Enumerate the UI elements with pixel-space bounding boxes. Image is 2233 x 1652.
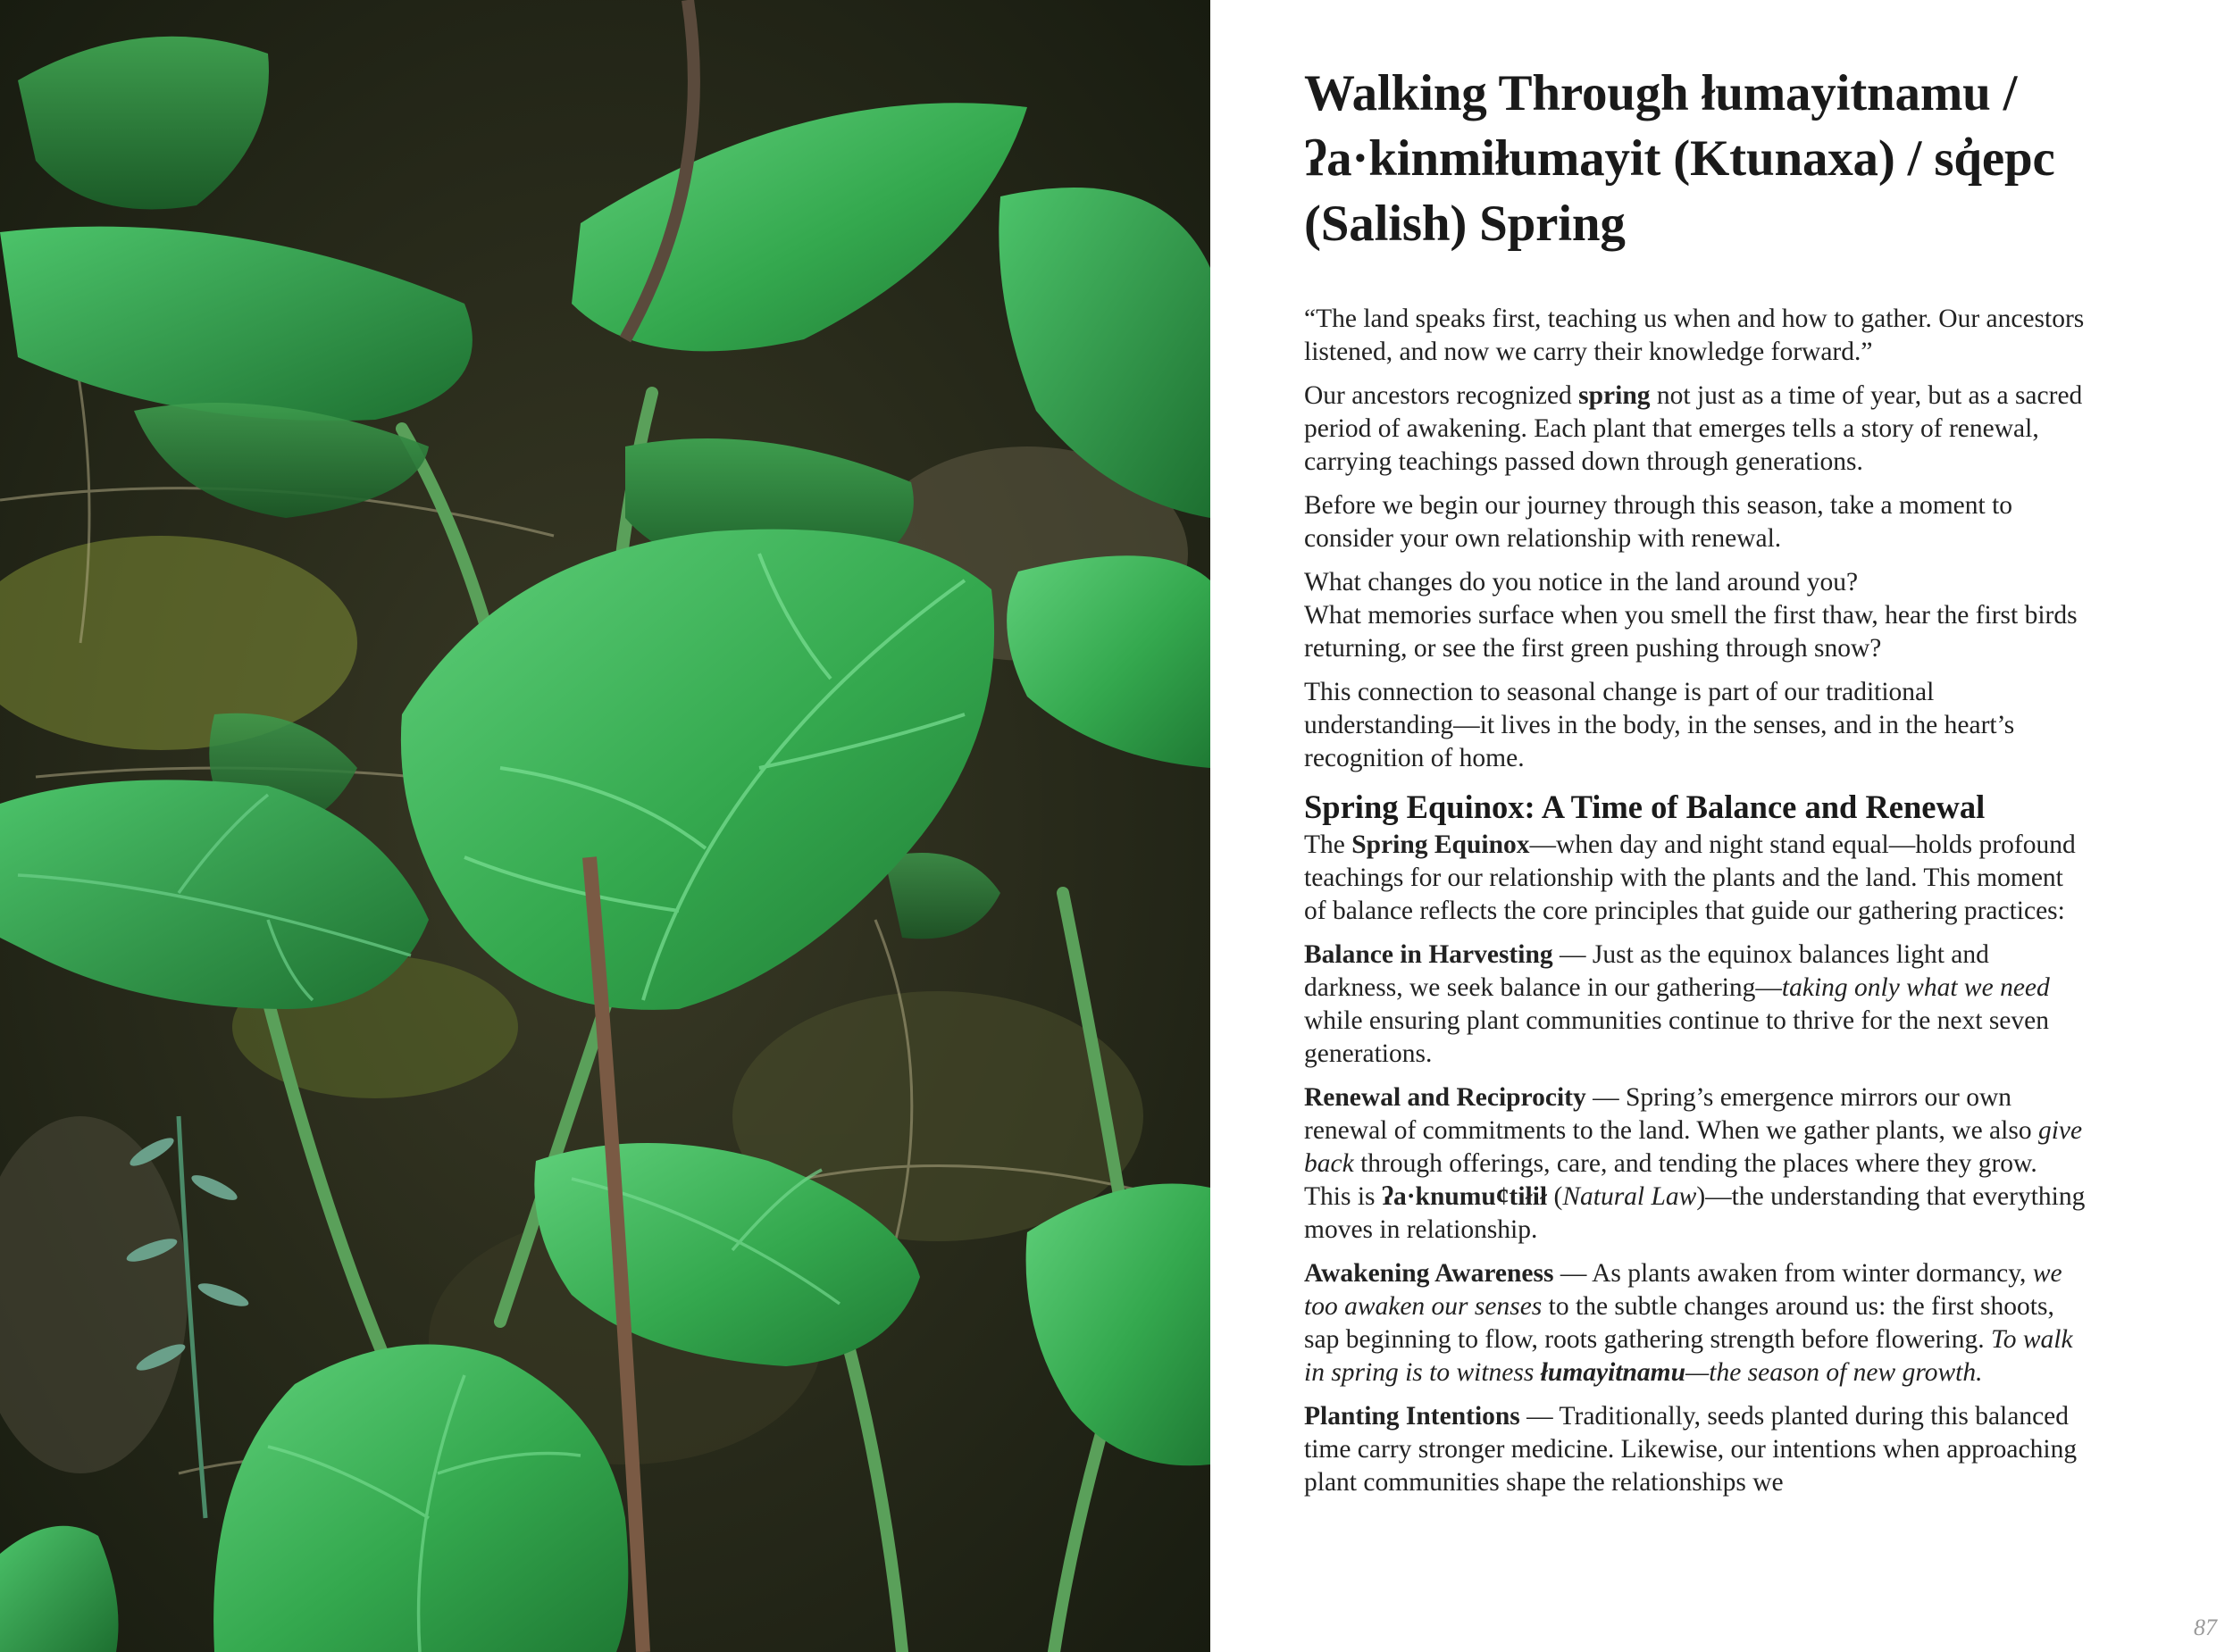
paragraph-equinox (1304, 829, 2086, 928)
term-planting: Planting Intentions (1304, 1402, 1520, 1431)
paragraph-text: Our ancestors recognized (1304, 381, 1579, 410)
text-column (1304, 61, 2086, 1510)
paragraph-text: not just as a time of year, but as a sacred period of awakening. Each plant that emerges tells a story of renewal, carrying teachings passed down through generations. (1304, 381, 2083, 476)
section-heading: Spring Equinox: A Time of Balance and Renewal (1304, 788, 1986, 825)
paragraph-questions (1304, 566, 2086, 665)
paragraph-text: while ensuring plant communities continue to thrive for the next seven generations. (1304, 1006, 2049, 1068)
page-title: Walking Through łumayitnamu / ʔa·kinmiłumayit (Ktunaxa) / sq̓epc (Salish) Spring (1304, 65, 2055, 252)
emphasis-text: To walk in spring is to witness (1304, 1325, 2073, 1387)
paragraph-balance (1304, 939, 2086, 1071)
paragraph-text: —when day and night stand equal—holds profound teachings for our relationship with the plants and the land. This moment of balance reflects the core principles that guide our gathering practices: (1304, 830, 2076, 925)
paragraph-text: — Just as the equinox balances light and darkness, we seek balance in our gathering— (1304, 940, 1989, 1002)
paragraph-connection: This connection to seasonal change is part of our traditional understanding—it lives in the body, in the senses, and in the heart’s recognition of home. (1304, 678, 2015, 772)
paragraph-renewal (1304, 1081, 2086, 1247)
intro-quote: “The land speaks first, teaching us when and how to gather. Our ancestors listened, and now we carry their knowledge forward.” (1304, 305, 2085, 366)
emphasis-text: we too awaken our senses (1304, 1259, 2062, 1321)
paragraph-text: The (1304, 830, 1352, 859)
paragraph-text: — As plants awaken from winter dormancy, (1553, 1259, 2033, 1288)
term-lumayitnamu: łumayitnamu (1540, 1358, 1686, 1387)
term-natural-law: ʔa·knumu¢tiłił (1381, 1182, 1548, 1211)
paragraph-journey: Before we begin our journey through this season, take a moment to consider your own relationship with renewal. (1304, 491, 2013, 553)
term-awakening: Awakening Awareness (1304, 1259, 1554, 1288)
paragraph-text: ( (1547, 1182, 1563, 1211)
emphasis-spring: spring (1578, 381, 1651, 410)
emphasis-text: Natural Law (1562, 1182, 1697, 1211)
paragraph-awakening (1304, 1257, 2086, 1389)
emphasis-spring-equinox: Spring Equinox (1351, 830, 1530, 859)
emphasis-text: give back (1304, 1116, 2083, 1178)
emphasis-text: —the season of new growth. (1685, 1358, 1983, 1387)
paragraph-text: to the subtle changes around us: the first shoots, sap beginning to flow, roots gathering strength before flowering. (1304, 1292, 2054, 1354)
paragraph-text: through offerings, care, and tending the places where they grow. This is (1304, 1149, 2037, 1211)
term-balance: Balance in Harvesting (1304, 940, 1553, 969)
paragraph-planting (1304, 1400, 2086, 1499)
question-line: What memories surface when you smell the first thaw, hear the first birds returning, or see the first green pushing through snow? (1304, 601, 2078, 663)
emphasis-text: taking only what we need (1781, 973, 2050, 1002)
paragraph-text: — Spring’s emergence mirrors our own renewal of commitments to the land. When we gather plants, we also (1304, 1083, 2038, 1145)
paragraph-text: — Traditionally, seeds planted during this balanced time carry stronger medicine. Likewise, our intentions when approaching plant communities shape the relationships we (1304, 1402, 2078, 1497)
question-line: What changes do you notice in the land around you? (1304, 568, 1859, 597)
paragraph-text: )—the understanding that everything moves in relationship. (1304, 1182, 2086, 1244)
page-number: 87 (2194, 1614, 2217, 1640)
term-renewal: Renewal and Reciprocity (1304, 1083, 1586, 1112)
paragraph-ancestors (1304, 380, 2086, 479)
